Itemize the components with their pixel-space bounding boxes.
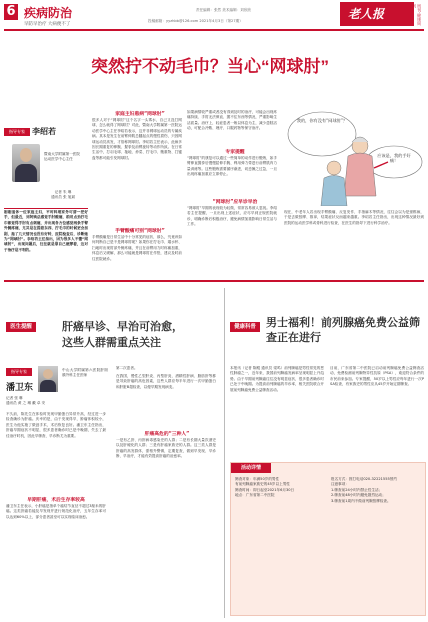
article2-col1-text2: 潘卫东主任表示，小肝癌是指单个癌结节直径不超过3厘米的肝癌。这类肝癌若能及早发现并进行规范化治疗，五年生存率可以达到60%以上，部分患者甚至可以实现临床治愈。 — [6, 504, 106, 519]
section-divider-1 — [4, 280, 424, 282]
section-title: 疾病防治 — [24, 6, 73, 20]
article1-headline: 突然拧不动毛巾？当心“网球肘” — [91, 57, 329, 76]
article1-col2-subhead: 家庭主妇患病“网球肘” — [115, 112, 165, 117]
article2-col1-subhead: 早期肝癌，术后生存率较高 — [27, 498, 85, 503]
article1-col3-subhead2: “网球肘”应早诊早治 — [212, 200, 258, 205]
article2-expert-name: 潘卫东 — [6, 382, 34, 392]
brand-logo — [340, 2, 414, 26]
portrait-body-icon — [40, 380, 56, 392]
article-tennis-elbow — [0, 32, 428, 278]
article1-col2-subhead2: 手臂酸痛可别“网球肘” — [115, 229, 165, 234]
article1-expert-name: 李绍若 — [32, 127, 56, 136]
article2-col2-text2: 一是有乙肝、丙肝病毒感染史的人群；二是有长期大量饮酒史以及肝硬化的人群；三是有肝癌家族史的人群。这三类人群是肝癌的高发群体，需格外警惕，定期复查，做到早发现、早诊断、早治疗，才能有效提高肝癌的治愈率。 — [116, 438, 216, 459]
article2-reporter: 记者 张 琳 通讯员 黄 之 琳 戴 卓 安 — [6, 396, 46, 406]
article1-lead-divider — [4, 208, 88, 209]
article1-col2-text2: 手臂酸痛是日常生活中十分常见的症状，那么，究竟该如何判断自己是不是网球肘呢？如果你在拧毛巾、端水杯、扫地时出现肘部外侧疼痛，并且在前臂用力时疼痛加重，休息后又缓解，那么可能就是网球肘在作怪，建议及时前往医院就诊。 — [92, 235, 182, 261]
article-prostate-screening — [226, 284, 428, 620]
article3-headline: 男士福利！前列腺癌免费公益筛查正在进行 — [266, 317, 420, 344]
article-liver-cancer — [0, 284, 222, 620]
article1-col3-text: 如果病情较严重或者没有得到及时的治疗，可能会出现疼痛持续、手肘无法伸直、握不住东西等情况，严重影响生活质量。治疗上，轻症患者一般以休息为主，减少患肢活动，可配合冷敷、理疗、口服药物等保守治疗。 — [187, 110, 277, 131]
issue-line-date: 投稿邮箱：yyzhbb@126.com 2021年4月3日（第27期） — [148, 19, 243, 23]
speech-bubble-question: 我的，你有没有“网球肘”？ — [296, 118, 348, 123]
masthead-divider — [4, 29, 424, 31]
article1-reporter: 记者 朱 琳 通讯员 张 旭斌 — [51, 190, 75, 200]
brand-sub: 周刊·健康周刊 — [412, 4, 422, 26]
article3-body: 本报讯（记者 陈鲲 通讯员 梁鸣）前列腺癌是男性常见的恶性肿瘤之一，近年来，我国前列腺癌发病率呈现明显上升趋势。由于早期前列腺癌往往没有明显症状，很多患者确诊时已处于中晚期。为提高前列腺癌的早诊率，相关医院联合开展前列腺癌免费公益筛查活动。 — [230, 366, 324, 392]
activity-details-box — [230, 462, 426, 616]
article3-tag: 健康科普 — [230, 322, 260, 332]
article1-lead: 刚刚退休一位家庭主妇，平时料理家务可谓一把好手，但最近，刘阿姨总感觉手肘酸痛，稍用点劲拧毛巾都觉得手肘有点刺痛，并出现各方位感觉两条手臂外侧疼痛，尤其是在提着东西、拧毛巾的时候更会加剧，拖了几天情况也没有好转，医院检查后，诊断她为“网球肘”。李绍若主任指出，因为很多人不懂“网球肘”，出现问题后，往往就是靠自己硬撑着，这对于治疗是不利的。 — [4, 210, 88, 252]
article1-col3-text2: “网球肘”的康复可以通过一些简单的动作进行锻炼，如手臂伸直握拳后慢慢屈伸手腕、利用弹力带进行前臂肌肉力量训练等。这些锻炼需要循序渐进，切忌操之过急，一旦出现疼痛加重应立即停止。 — [187, 156, 277, 177]
article2-expert-photo — [38, 366, 58, 392]
article1-illustration — [286, 106, 424, 206]
section-slogan: 早防早治疗 大病便不了 — [24, 22, 71, 27]
article2-col2-text: 在我国，慢性乙型肝炎、丙型肝炎、酒精性肝病、脂肪肝等都是导致肝癌的高危因素，这些人群应每半年进行一次甲胎蛋白和肝脏B超检查，以便早期发现病变。 — [116, 374, 216, 389]
masthead — [0, 0, 428, 32]
article2-col2-lead: 第二次患者。 — [116, 366, 138, 370]
article2-col2-subhead: 肝癌高危的“三种人” — [144, 432, 190, 437]
activity-details-title: 活动详情 — [231, 463, 271, 473]
portrait-head-icon — [20, 148, 32, 162]
portrait-body-icon — [15, 164, 37, 182]
article2-tag: 医生提醒 — [6, 322, 36, 332]
article3-body2: 目前，广东省第二中医院已启动前列腺癌免费公益筛查活动，免费检测前列腺特异性抗原（PSA），欢迎符合条件的市民前来参加。专家提醒，50岁以上男性应每年进行一次PSA检查，有家族史的男性应从45岁开始定期筛查。 — [330, 366, 424, 387]
article1-right-text: 现在，中老年人若出现手臂酸痛、反复发作、手指麻木等情况，往往会以为是颈椎病，于是去做按摩、推拿，结果症状反而越来越重。李绍若主任指出，出现这种情况最好到医院的运动医学科或骨科进行检查，在医生的指导下进行科学治疗。 — [284, 210, 424, 225]
article1-expert-photo — [12, 144, 40, 182]
article2-col1-text: 不久前，陈先生在体检时发现甲胎蛋白异常升高，经过进一步检查确诊为肝癌。庆幸的是，由于发现得早，肿瘤体积较小，医生为他实施了微创手术，术后恢复良好。潘卫东主任指出，肝癌早期症状不明显，很多患者确诊时已是中晚期，失去了最佳治疗时机，因此早筛查、早诊断尤为重要。 — [6, 412, 106, 438]
column-divider — [224, 288, 225, 618]
issue-line-editors: 责任编辑：张然 美术编辑：刘欣欣 — [196, 8, 252, 12]
article1-col3-text3: “网球肘”早期的表现较为轻微，常常容易被人忽视。李绍若主任提醒，一旦出现上述症状，应尽早到正规医院就诊，明确诊断后积极治疗，避免病情加重影响日常生活与工作。 — [187, 206, 277, 227]
article2-headline-line1: 肝癌早诊、早治可治愈， — [62, 321, 183, 333]
article1-expert-title: 暨南大学附属第一医院运动医学中心主任 — [44, 152, 80, 162]
page-number: 6 — [4, 4, 18, 20]
article1-guide-tag: 指导专家 — [4, 128, 30, 136]
activity-details-left: 筛查对象：年满50岁的男性 有前列腺癌家族史的45岁以上男性 筛查时间：即日起至2021年6月30日 地点：广东省第二中医院 — [235, 477, 295, 498]
article2-guide-tag: 指导专家 — [6, 368, 32, 376]
portrait-head-icon — [43, 369, 53, 379]
activity-details-right: 报名方式：拨打电话020-32221555预约 注意事项： 1.筛查前24小时内禁止性生活； 2.筛查前48小时内避免剧烈运动； 3.筛查前1周内不做前列腺按摩检查。 — [331, 477, 397, 503]
article2-headline-line2: 这些人群需重点关注 — [62, 337, 161, 349]
article1-col2-text: 很多人对于“网球肘”这个名字一头雾水，自己又没打网球，怎么就得了网球肘？对此，暨南大学附属第一医院运动医学中心主任李绍若表示，这并非网球运动员的专属疾病。其本是发生在前臂伸肌总腱起点的慢性损伤，只因网球运动员高发，才俗称网球肘。李绍若主任表示，此病多因长期重复的伸腕、握拳及前臂旋转等动作所致。在日常生活中，打羽毛球、拖地、炒菜、拧毛巾、搬重物、打键盘等都可能引发网球肘。 — [92, 118, 182, 160]
speech-bubble-answer: 应该是，我的手好痛！ — [377, 153, 411, 164]
article1-col3-subhead: 专家提醒 — [225, 150, 245, 155]
article2-expert-title: 中山大学附属第六医院肝胆胰外科主任医师 — [62, 368, 108, 378]
brand-name: 老人报 — [348, 7, 385, 21]
